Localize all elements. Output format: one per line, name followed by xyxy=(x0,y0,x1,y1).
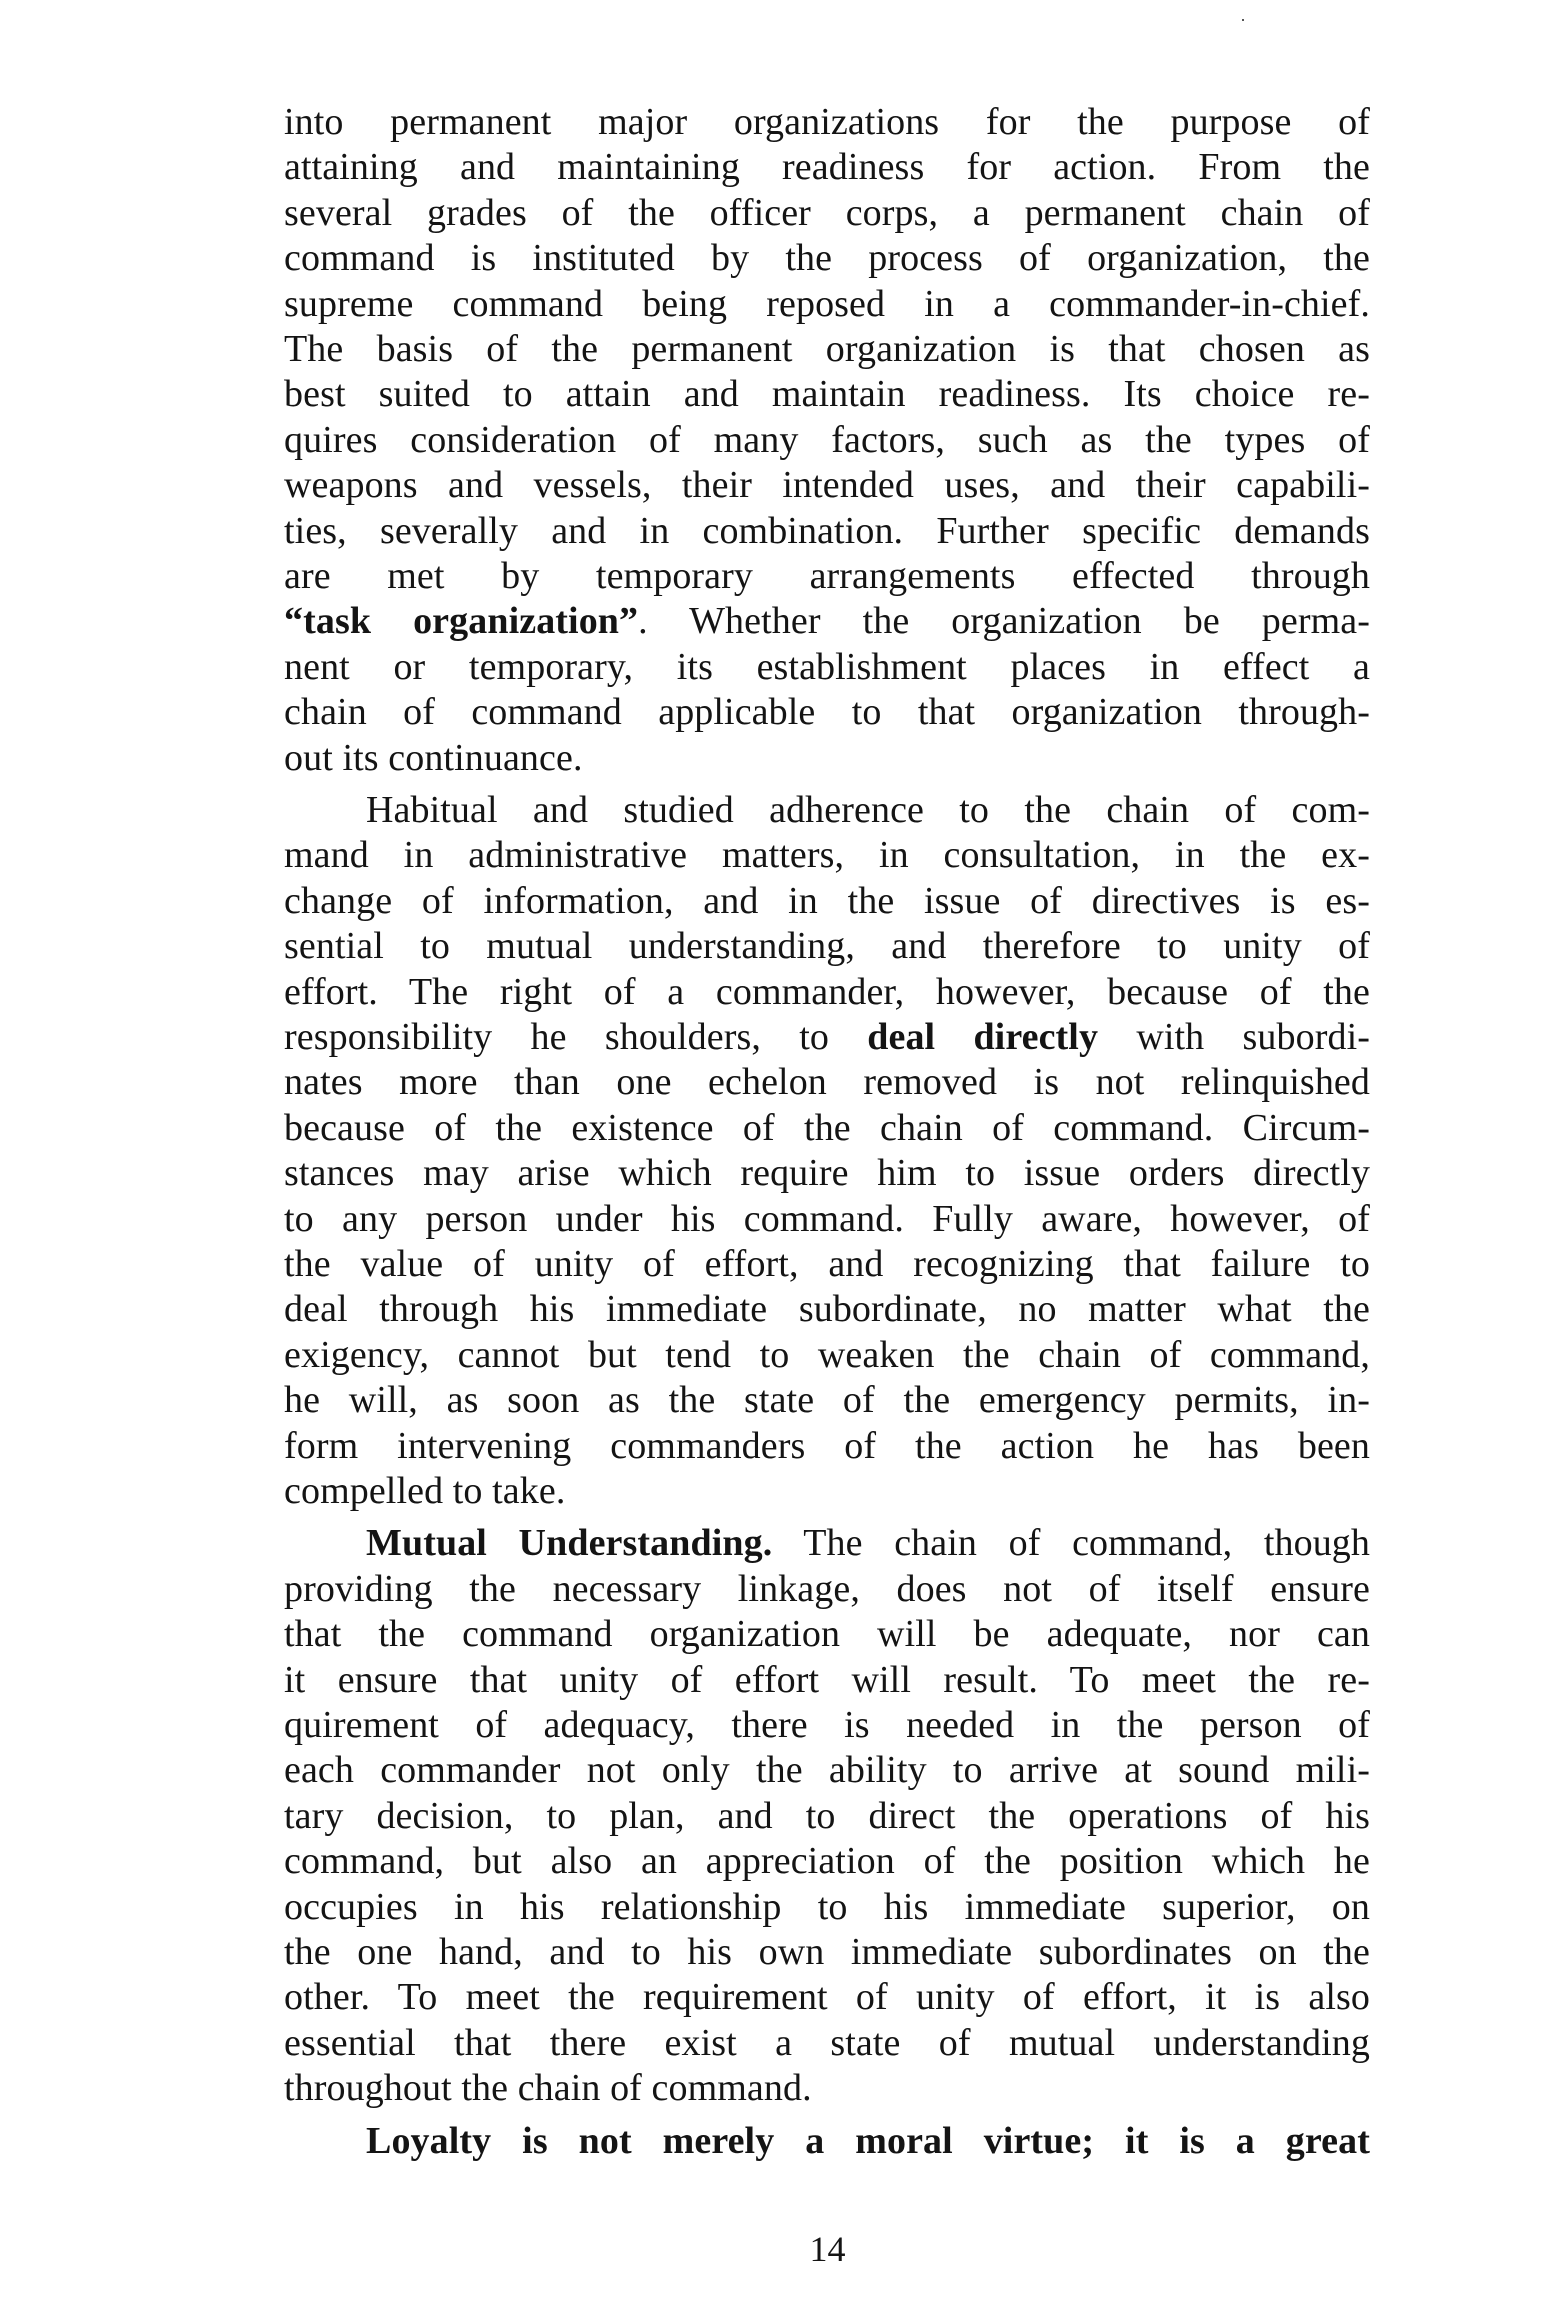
text-line xyxy=(284,1468,1370,1514)
text-line xyxy=(284,832,1370,878)
text-segment: mand in administrative matters, in consultation, in the ex- xyxy=(284,834,1370,876)
text-segment: The basis of the permanent organization is that chosen as xyxy=(284,328,1370,370)
page-number: 14 xyxy=(809,2229,846,2269)
text-line xyxy=(284,1241,1370,1287)
text-segment: essential that there exist a state of mutual understanding xyxy=(284,2022,1370,2064)
text-segment: because of the existence of the chain of command. Circum- xyxy=(284,1107,1370,1149)
text-line xyxy=(284,689,1370,735)
text-segment: supreme command being reposed in a commander-in-chief. xyxy=(284,283,1370,325)
text-line xyxy=(284,1929,1370,1975)
text-line xyxy=(284,99,1370,145)
text-line xyxy=(284,326,1370,372)
text-line xyxy=(284,1566,1370,1612)
text-line xyxy=(284,644,1370,690)
text-segment: each commander not only the ability to arrive at sound mili- xyxy=(284,1749,1370,1791)
bold-emphasis: Loyalty is not merely a moral virtue; it is a great xyxy=(366,2120,1370,2162)
text-segment: attaining and maintaining readiness for action. From the xyxy=(284,146,1370,188)
text-line xyxy=(284,508,1370,554)
text-line xyxy=(284,1423,1370,1469)
text-segment: quirement of adequacy, there is needed in the person of xyxy=(284,1704,1370,1746)
text-segment: out its continuance. xyxy=(284,737,583,779)
text-segment: Habitual and studied adherence to the chain of com- xyxy=(366,789,1370,831)
bold-emphasis: Mutual Understanding. xyxy=(366,1522,773,1564)
text-segment: weapons and vessels, their intended uses, and their capabili- xyxy=(284,464,1370,506)
text-line xyxy=(284,417,1370,463)
scan-speck xyxy=(1242,19,1244,21)
text-segment: the value of unity of effort, and recognizing that failure to xyxy=(284,1243,1370,1285)
text-segment: that the command organization will be adequate, nor can xyxy=(284,1613,1370,1655)
text-line xyxy=(284,1105,1370,1151)
text-line xyxy=(284,878,1370,924)
text-line xyxy=(284,1793,1370,1839)
text-segment: with subordi- xyxy=(1098,1016,1370,1058)
text-segment: form intervening commanders of the action he has been xyxy=(284,1425,1370,1467)
text-line xyxy=(284,190,1370,236)
text-line xyxy=(284,281,1370,327)
text-segment: providing the necessary linkage, does not of itself ensure xyxy=(284,1568,1370,1610)
text-segment: into permanent major organizations for the purpose of xyxy=(284,101,1370,143)
text-segment: exigency, cannot but tend to weaken the chain of command, xyxy=(284,1334,1370,1376)
text-line xyxy=(284,144,1370,190)
text-line xyxy=(284,735,1370,781)
text-line xyxy=(284,1884,1370,1930)
text-line xyxy=(284,1747,1370,1793)
text-line xyxy=(284,1196,1370,1242)
text-segment: throughout the chain of command. xyxy=(284,2067,812,2109)
text-segment: it ensure that unity of effort will result. To meet the re- xyxy=(284,1659,1370,1701)
text-line xyxy=(284,923,1370,969)
text-segment: chain of command applicable to that organization through- xyxy=(284,691,1370,733)
text-segment: The chain of command, though xyxy=(772,1522,1370,1564)
text-segment: to any person under his command. Fully aware, however, of xyxy=(284,1198,1370,1240)
text-segment: tary decision, to plan, and to direct the operations of his xyxy=(284,1795,1370,1837)
text-line xyxy=(284,553,1370,599)
text-segment: ties, severally and in combination. Further specific demands xyxy=(284,510,1370,552)
text-line xyxy=(284,1286,1370,1332)
text-line xyxy=(284,1150,1370,1196)
text-line xyxy=(284,2020,1370,2066)
text-segment: nates more than one echelon removed is not relinquished xyxy=(284,1061,1370,1103)
text-line xyxy=(284,1838,1370,1884)
text-segment: . Whether the organization be perma- xyxy=(638,600,1371,642)
text-line xyxy=(284,1974,1370,2020)
text-segment: other. To meet the requirement of unity of effort, it is also xyxy=(284,1976,1370,2018)
text-line xyxy=(284,2065,1370,2111)
text-line xyxy=(284,1702,1370,1748)
text-segment: responsibility he shoulders, to xyxy=(284,1016,868,1058)
text-line xyxy=(284,1377,1370,1423)
text-line xyxy=(284,598,1370,644)
text-segment: effort. The right of a commander, however, because of the xyxy=(284,971,1370,1013)
text-line xyxy=(366,1520,1370,1566)
text-segment: nent or temporary, its establishment places in effect a xyxy=(284,646,1370,688)
text-line xyxy=(284,1014,1370,1060)
text-line xyxy=(284,1059,1370,1105)
text-line xyxy=(284,1657,1370,1703)
text-segment: change of information, and in the issue of directives is es- xyxy=(284,880,1370,922)
text-segment: he will, as soon as the state of the emergency permits, in- xyxy=(284,1379,1370,1421)
text-segment: deal through his immediate subordinate, no matter what the xyxy=(284,1288,1370,1330)
text-segment: command, but also an appreciation of the position which he xyxy=(284,1840,1370,1882)
bold-emphasis: deal directly xyxy=(867,1016,1099,1058)
text-segment: stances may arise which require him to issue orders directly xyxy=(284,1152,1370,1194)
text-segment: sential to mutual understanding, and therefore to unity of xyxy=(284,925,1370,967)
text-segment: occupies in his relationship to his immediate superior, on xyxy=(284,1886,1370,1928)
text-line xyxy=(284,1332,1370,1378)
text-line xyxy=(284,1611,1370,1657)
text-segment: command is instituted by the process of organization, the xyxy=(284,237,1370,279)
text-line xyxy=(284,235,1370,281)
text-line xyxy=(284,462,1370,508)
text-line xyxy=(366,2118,1370,2164)
text-segment: are met by temporary arrangements effected through xyxy=(284,555,1370,597)
text-segment: the one hand, and to his own immediate subordinates on the xyxy=(284,1931,1370,1973)
text-segment: best suited to attain and maintain readiness. Its choice re- xyxy=(284,373,1370,415)
text-line xyxy=(284,371,1370,417)
bold-emphasis: “task organization” xyxy=(284,600,639,642)
text-line xyxy=(284,969,1370,1015)
text-segment: quires consideration of many factors, such as the types of xyxy=(284,419,1370,461)
text-line xyxy=(366,787,1370,833)
text-segment: several grades of the officer corps, a permanent chain of xyxy=(284,192,1370,234)
text-segment: compelled to take. xyxy=(284,1470,566,1512)
